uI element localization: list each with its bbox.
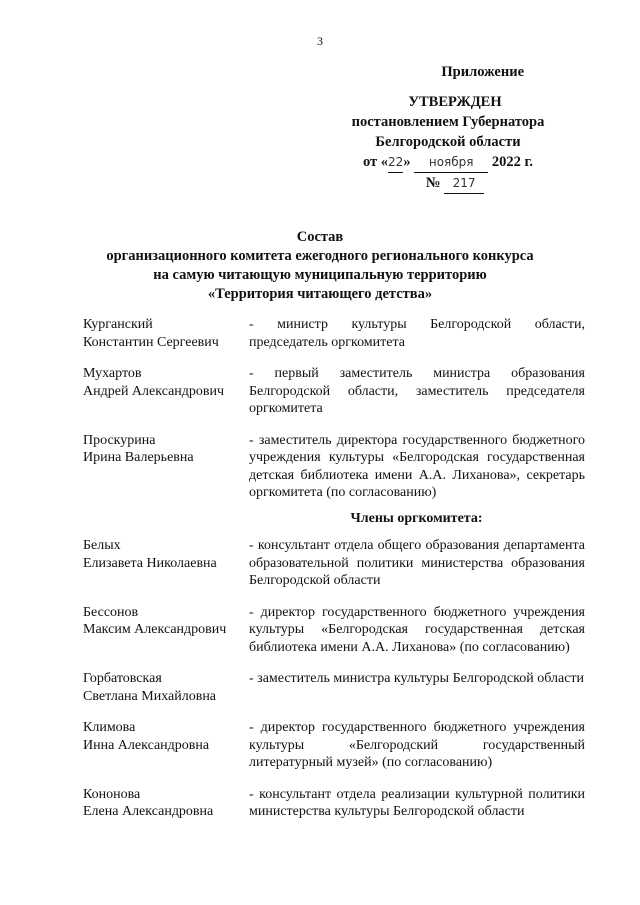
approval-line-1: постановлением Губернатора [351, 114, 545, 130]
member-name [83, 604, 249, 657]
date-month: ноября [414, 152, 488, 173]
number-prefix: № [425, 175, 441, 191]
committee-list [83, 316, 585, 835]
member-role: - директор государственного бюджетного учреждения культуры «Белгородский государственный литературный музей» (по согласованию) [249, 720, 585, 770]
member-given-name: Константин Сергеевич [83, 334, 219, 350]
member-role: - заместитель директора государственного бюджетного учреждения культуры «Белгородская государственная детская библиотека имени А.А. Лиханова», секретарь оргкомитета (по согласованию) [249, 432, 585, 500]
appendix-label: Приложение [441, 64, 524, 80]
member-given-name: Инна Александровна [83, 737, 210, 753]
approval-line-2: Белгородской области [375, 134, 521, 150]
member-surname: Мухартов [83, 366, 142, 381]
member-name [83, 786, 249, 821]
list-item [83, 365, 585, 418]
member-role: - министр культуры Белгородской области, председатель оргкомитета [249, 317, 585, 350]
list-item [83, 670, 585, 705]
title-line-3: на самую читающую муниципальную территорию [153, 267, 487, 283]
title-line-2: организационного комитета ежегодного регионального конкурса [106, 248, 534, 264]
list-item [83, 719, 585, 772]
member-surname: Климова [83, 720, 136, 735]
list-item [83, 786, 585, 821]
member-name [83, 316, 249, 351]
member-name [83, 432, 249, 502]
member-surname: Кононова [83, 786, 141, 802]
member-surname: Курганский [83, 317, 153, 332]
date-day: 22 [388, 152, 403, 173]
date-prefix: от « [362, 154, 389, 170]
member-given-name: Елизавета Николаевна [83, 555, 217, 571]
approval-number [332, 173, 578, 194]
member-role: - консультант отдела общего образования департамента образовательной политики министерства образования Белгородской области [249, 538, 585, 588]
member-given-name: Светлана Михайловна [83, 688, 217, 704]
list-item [83, 604, 585, 657]
member-given-name: Андрей Александрович [83, 383, 225, 399]
number-value: 217 [444, 173, 484, 194]
member-surname: Бессонов [83, 604, 139, 620]
member-name [83, 365, 249, 418]
members-heading: Члены оргкомитета: [350, 510, 483, 526]
member-name [83, 719, 249, 772]
member-name [83, 537, 249, 590]
member-role: - заместитель министра культуры Белгородской области [249, 671, 585, 686]
member-name [83, 670, 249, 705]
member-given-name: Елена Александровна [83, 804, 214, 819]
date-mid: » [403, 154, 411, 170]
approval-block [318, 92, 578, 194]
list-item [83, 432, 585, 502]
approval-date [318, 152, 578, 173]
member-surname: Белых [83, 538, 121, 553]
member-role: - директор государственного бюджетного учреждения культуры «Белгородская государственная детская библиотека имени А.А. Лиханова» (по согласованию) [249, 604, 585, 655]
approved-heading: УТВЕРЖДЕН [408, 94, 502, 110]
page-number: 3 [317, 34, 323, 48]
member-surname: Проскурина [83, 432, 156, 448]
member-given-name: Ирина Валерьевна [83, 450, 194, 465]
member-surname: Горбатовская [83, 671, 162, 686]
title-line-4: «Территория читающего детства» [207, 286, 433, 302]
title-line-1: Состав [296, 229, 344, 245]
document-title [0, 228, 640, 304]
member-role: - первый заместитель министра образования Белгородской области, заместитель председателя оргкомитета [249, 366, 585, 416]
member-role: - консультант отдела реализации культурной политики министерства культуры Белгородской области [249, 786, 585, 819]
date-year: 2022 г. [491, 154, 534, 170]
member-given-name: Максим Александрович [83, 622, 227, 637]
list-item [83, 316, 585, 351]
list-item [83, 537, 585, 590]
